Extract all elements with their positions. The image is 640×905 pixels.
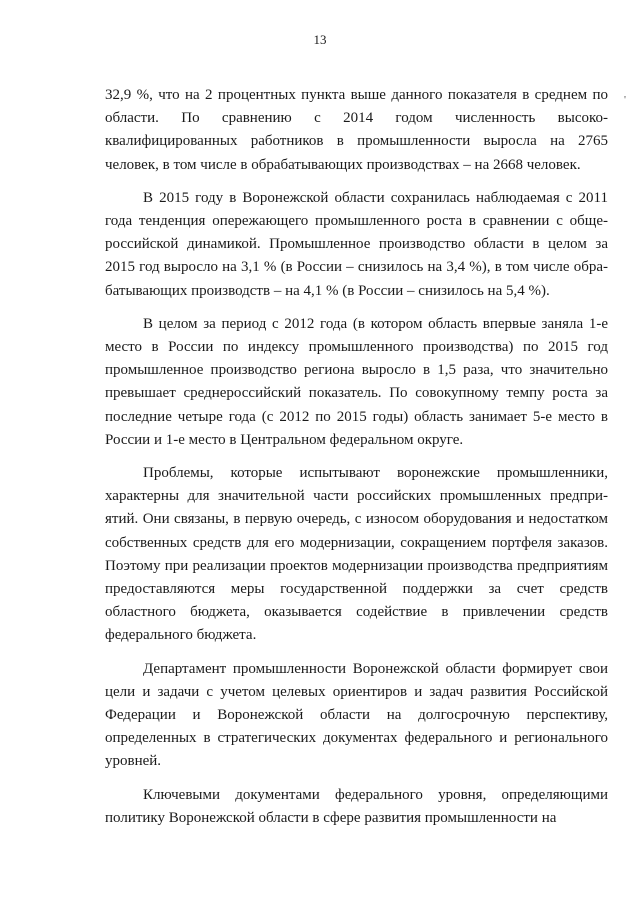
document-body xyxy=(105,84,608,830)
paragraph-problems: Проблемы, которые испытывают воронежские промышленники, характерны для значительной части российских промышленных предпри-ятий. Они связаны, в первую очередь, с износом оборудования и недостатком собственных средств для его модернизации, сокращением портфеля заказов. Поэтому при реализации проектов модернизации производства предприятиям предоставляются меры государственной поддержки за счет средств областного бюджета, оказывается содействие в привлечении средств федерального бюджета. xyxy=(105,465,608,644)
page-number: 13 xyxy=(313,32,327,47)
paragraph-key-documents: Ключевыми документами федерального уровня, определяющими политику Воронежской области в сфере развития промышленности на xyxy=(105,786,608,826)
paragraph-growth-2015: В 2015 году в Воронежской области сохранилась наблюдаемая с 2011 года тенденция опережающего промышленного роста в сравнении с обще-российской динамикой. Промышленное производство области в целом за 2015 год выросло на 3,1 % (в России – снизилось на 3,4 %), в том числе обра-батывающих производств – на 4,1 % (в России – снизилось на 5,4 %). xyxy=(105,189,608,299)
margin-mark: ' xyxy=(624,94,626,106)
paragraph-workforce: 32,9 %, что на 2 процентных пункта выше данного показателя в среднем по области. По сравнению с 2014 годом численность высоко-квалифицированных работников в промышленности выросла на 2765 человек, в том числе в обрабатывающих производствах – на 2668 человек. xyxy=(105,87,608,173)
paragraph-period-2012-2015: В целом за период с 2012 года (в котором область впервые заняла 1-е место в России по индексу промышленного производства) по 2015 год промышленное производство региона выросло в 1,5 раза, что значительно превышает среднероссийский показатель. По совокупному темпу роста за последние четыре года (с 2012 по 2015 годы) область занимает 5-е место в России и 1-е место в Центральном федеральном округе. xyxy=(105,315,608,448)
paragraph-department-goals: Департамент промышленности Воронежской области формирует свои цели и задачи с учетом целевых ориентиров и задач развития Российской Федерации и Воронежской области на долгосрочную перспективу, определенных в стратегических документах федерального и регионального уровней. xyxy=(105,660,608,770)
